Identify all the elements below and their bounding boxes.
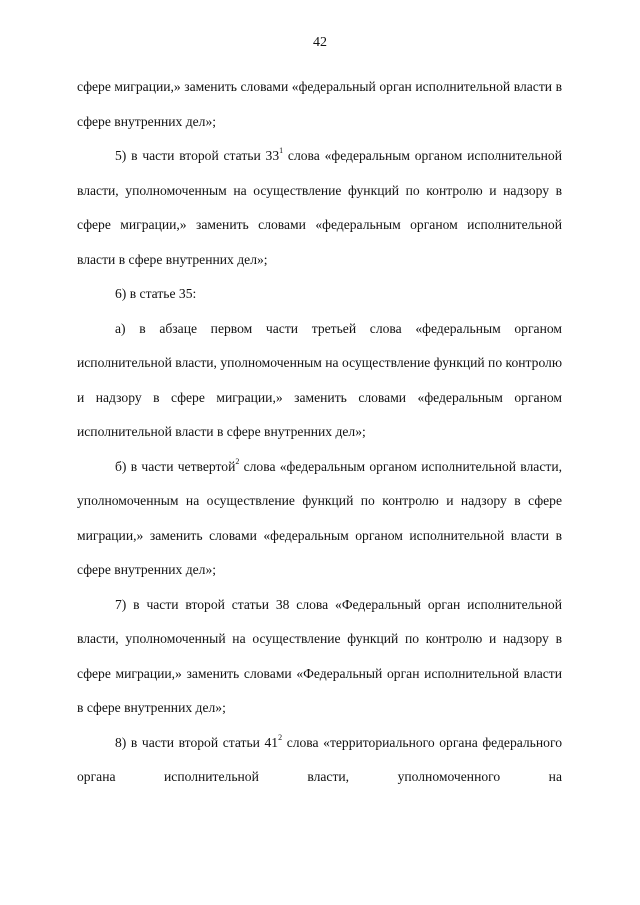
paragraph-text: 6) в статье 35: (115, 286, 197, 301)
superscript: 1 (279, 146, 284, 156)
paragraph-text: сфере миграции,» заменить словами «федеральный орган исполнительной власти в сфере внутренних дел»; (77, 79, 562, 129)
superscript: 2 (235, 456, 240, 466)
paragraph-continuation (77, 70, 562, 139)
paragraph-text: слова «федеральным органом исполнительной власти, уполномоченным на осуществление функций по контролю и надзору в сфере миграции,» заменить словами «федеральным органом исполнительной власти в сфере внутренних дел»; (77, 458, 562, 577)
paragraph-item-6 (77, 277, 562, 312)
paragraph-item-7 (77, 588, 562, 726)
paragraph-subitem-b (77, 450, 562, 588)
paragraph-text: 8) в части второй статьи 41 (115, 734, 279, 750)
paragraph-item-5 (77, 139, 562, 277)
paragraph-text: 5) в части второй статьи 33 (115, 148, 280, 163)
document-body (77, 70, 562, 795)
page-number: 42 (313, 35, 327, 50)
paragraph-text: б) в части четвертой (115, 458, 236, 474)
paragraph-text: а) в абзаце первом части третьей слова «федеральным органом исполнительной власти, уполномоченным на осуществление функций по контролю и надзору в сфере миграции,» заменить словами «федеральным органом исполнительной власти в сфере внутренних дел»; (77, 320, 562, 439)
paragraph-item-8 (77, 726, 562, 795)
paragraph-text: 7) в части второй статьи 38 слова «Федеральный орган исполнительной власти, уполномоченный на осуществление функций по контролю и надзору в сфере миграции,» заменить словами «Федеральный орган исполнительной власти в сфере внутренних дел»; (77, 596, 562, 715)
paragraph-subitem-a (77, 312, 562, 450)
superscript: 2 (278, 732, 283, 742)
paragraph-text: слова «федеральным органом исполнительной власти, уполномоченным на осуществление функций по контролю и надзору в сфере миграции,» заменить словами «федеральным органом исполнительной власти в сфере внутренних дел»; (77, 148, 562, 267)
paragraph-text: слова «территориального органа федерального органа исполнительной власти, уполномоченного на (77, 734, 562, 784)
